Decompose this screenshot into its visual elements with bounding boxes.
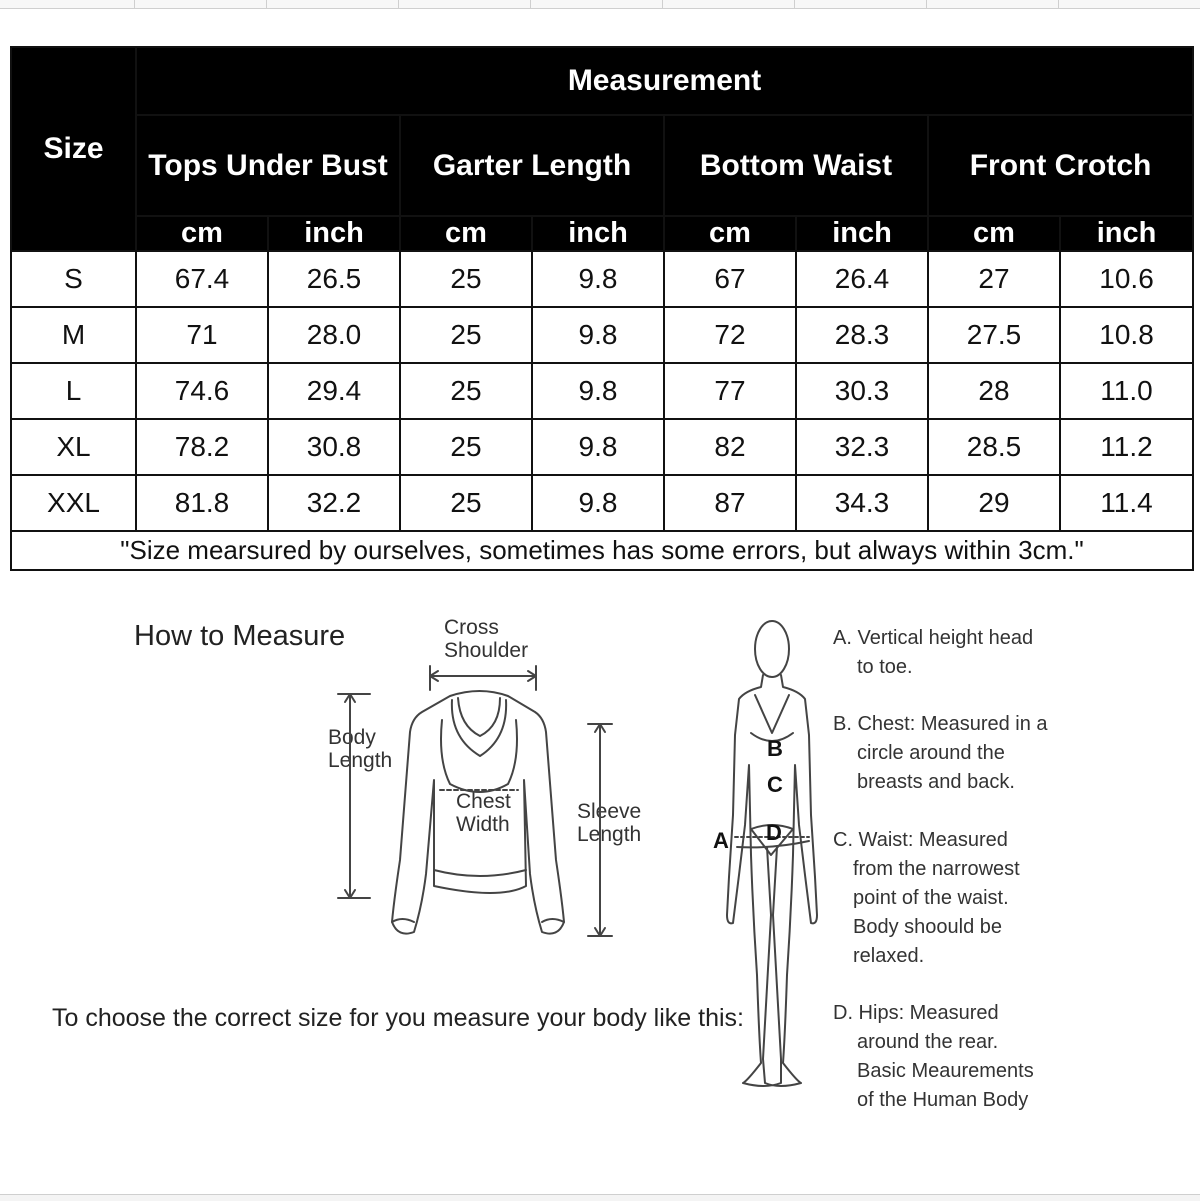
value-cell: 26.5 [268, 251, 400, 307]
measurement-note: "Size mearsured by ourselves, sometimes has some errors, but always within 3cm." [11, 531, 1193, 570]
marker-d: D [766, 820, 782, 845]
legend-b [833, 710, 1048, 797]
legend-c [833, 826, 1020, 971]
value-cell: 25 [400, 363, 532, 419]
legend-a [833, 624, 1033, 682]
cross-shoulder-label-line: Shoulder [444, 639, 529, 662]
legend-line: from the narrowest [853, 858, 1020, 880]
unit-header: inch [796, 216, 928, 251]
legend-d [833, 999, 1034, 1115]
value-cell: 9.8 [532, 419, 664, 475]
size-cell: XXL [11, 475, 136, 531]
marker-c: C [767, 772, 783, 797]
value-cell: 30.3 [796, 363, 928, 419]
choose-size-instruction: To choose the correct size for you measure your body like this: [52, 1004, 744, 1032]
marker-a: A [713, 828, 729, 853]
size-cell: L [11, 363, 136, 419]
cross-shoulder-label-line: Cross [444, 616, 499, 639]
value-cell: 87 [664, 475, 796, 531]
value-cell: 26.4 [796, 251, 928, 307]
legend-line: Body shoould be [853, 916, 1003, 938]
value-cell: 29.4 [268, 363, 400, 419]
head-outline [755, 621, 789, 677]
value-cell: 28.0 [268, 307, 400, 363]
value-cell: 29 [928, 475, 1060, 531]
value-cell: 78.2 [136, 419, 268, 475]
value-cell: 25 [400, 419, 532, 475]
value-cell: 74.6 [136, 363, 268, 419]
value-cell: 11.0 [1060, 363, 1193, 419]
body-length-label-line: Body [328, 726, 376, 749]
value-cell: 11.2 [1060, 419, 1193, 475]
value-cell: 10.8 [1060, 307, 1193, 363]
chest-width-label-line: Chest [456, 790, 511, 813]
legend-line: circle around the [857, 742, 1005, 764]
size-chart-table [10, 46, 1194, 571]
value-cell: 71 [136, 307, 268, 363]
value-cell: 82 [664, 419, 796, 475]
legend-line: breasts and back. [857, 771, 1015, 793]
value-cell: 9.8 [532, 363, 664, 419]
unit-header: cm [928, 216, 1060, 251]
group-header-tops-under-bust: Tops Under Bust [136, 115, 400, 216]
legend-line: Basic Meaurements [857, 1060, 1034, 1082]
value-cell: 11.4 [1060, 475, 1193, 531]
sleeve-length-label-line: Length [577, 823, 642, 846]
unit-header: cm [136, 216, 268, 251]
legend-line: to toe. [857, 656, 913, 678]
value-cell: 27.5 [928, 307, 1060, 363]
group-header-front-crotch: Front Crotch [928, 115, 1193, 216]
legend-line: D. Hips: Measured [833, 1002, 999, 1024]
measurement-header: Measurement [136, 47, 1193, 115]
unit-header: inch [1060, 216, 1193, 251]
value-cell: 30.8 [268, 419, 400, 475]
body-length-label-line: Length [328, 749, 393, 772]
value-cell: 27 [928, 251, 1060, 307]
unit-header: inch [268, 216, 400, 251]
legend-line: point of the waist. [853, 887, 1009, 909]
garment-outline [392, 691, 564, 934]
legend-line: A. Vertical height head [833, 627, 1034, 649]
table-row [11, 419, 1193, 475]
marker-b: B [767, 736, 783, 761]
value-cell: 25 [400, 251, 532, 307]
value-cell: 28 [928, 363, 1060, 419]
size-cell: M [11, 307, 136, 363]
value-cell: 10.6 [1060, 251, 1193, 307]
garment-diagram-illustration [330, 660, 630, 950]
table-row [11, 307, 1193, 363]
table-row [11, 363, 1193, 419]
size-cell: S [11, 251, 136, 307]
value-cell: 32.2 [268, 475, 400, 531]
cross-shoulder-label [444, 616, 528, 662]
table-row [11, 251, 1193, 307]
value-cell: 81.8 [136, 475, 268, 531]
unit-header: cm [400, 216, 532, 251]
legend-line: B. Chest: Measured in a [833, 713, 1048, 735]
unit-header: cm [664, 216, 796, 251]
value-cell: 9.8 [532, 475, 664, 531]
value-cell: 28.5 [928, 419, 1060, 475]
value-cell: 67 [664, 251, 796, 307]
table-row [11, 475, 1193, 531]
value-cell: 9.8 [532, 307, 664, 363]
sleeve-length-label-line: Sleeve [577, 800, 642, 823]
how-to-measure-title: How to Measure [134, 620, 346, 652]
group-header-bottom-waist: Bottom Waist [664, 115, 928, 216]
value-cell: 72 [664, 307, 796, 363]
value-cell: 77 [664, 363, 796, 419]
chest-width-label-line: Width [456, 813, 510, 836]
value-cell: 28.3 [796, 307, 928, 363]
unit-header: inch [532, 216, 664, 251]
top-spreadsheet-strip [0, 0, 1200, 9]
value-cell: 67.4 [136, 251, 268, 307]
value-cell: 9.8 [532, 251, 664, 307]
value-cell: 32.3 [796, 419, 928, 475]
size-column-header: Size [11, 47, 136, 251]
legend-line: around the rear. [857, 1031, 999, 1053]
value-cell: 25 [400, 307, 532, 363]
group-header-garter-length: Garter Length [400, 115, 664, 216]
legend-line: of the Human Body [857, 1089, 1029, 1111]
legend-line: relaxed. [853, 945, 925, 967]
value-cell: 25 [400, 475, 532, 531]
size-cell: XL [11, 419, 136, 475]
legend-line: C. Waist: Measured [833, 829, 1008, 851]
value-cell: 34.3 [796, 475, 928, 531]
